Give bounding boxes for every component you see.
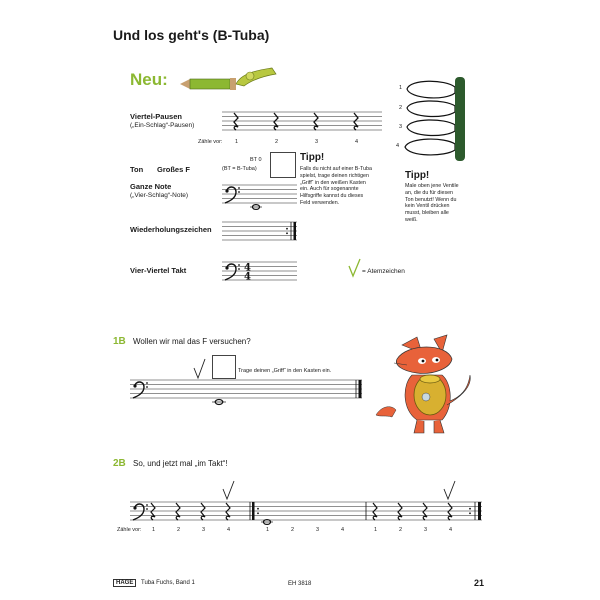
- count-2b-6: 2: [291, 527, 295, 533]
- griff-box[interactable]: [212, 355, 236, 379]
- atemzeichen-label: = Atemzeichen: [362, 268, 405, 275]
- exercise-2b-staff: [130, 500, 482, 524]
- viervierteltakt-label: Vier-Viertel Takt: [130, 266, 187, 275]
- fox-tuba-illustration: [372, 335, 477, 435]
- tipp2-title: Tipp!: [405, 170, 430, 181]
- viertel-pausen-label: Viertel-Pausen: [130, 112, 182, 121]
- bt-note: (BT = B-Tuba): [222, 166, 257, 172]
- breath-mark-icon: [222, 480, 236, 500]
- count-2b-12: 4: [449, 527, 453, 533]
- ton-label: Ton: [130, 165, 144, 174]
- page-title: Und los geht's (B-Tuba): [113, 27, 270, 43]
- count-2b-7: 3: [316, 527, 320, 533]
- svg-text:4: 4: [244, 262, 251, 274]
- valve-number-3: 3: [399, 124, 403, 130]
- count-2b-1: 1: [152, 527, 156, 533]
- viertel-pausen-sub: („Ein-Schlag“-Pausen): [130, 122, 195, 129]
- count-3: 3: [315, 139, 319, 145]
- valve-loops-icon: [405, 75, 475, 165]
- svg-text:4: 4: [244, 271, 251, 283]
- count-2b-9: 1: [374, 527, 378, 533]
- section-1b-title: Wollen wir mal das F versuchen?: [133, 337, 251, 346]
- book-title: Tuba Fuchs, Band 1: [141, 580, 195, 586]
- count-2b-8: 4: [341, 527, 345, 533]
- zaehle-vor-label-2b: Zähle vor:: [117, 527, 142, 533]
- breath-mark-icon: [348, 258, 362, 278]
- publisher-logo: HAGE: [113, 579, 136, 587]
- page-number: 21: [474, 578, 485, 588]
- footer-code: EH 3818: [288, 581, 312, 587]
- count-2b-10: 2: [399, 527, 403, 533]
- count-2b-3: 3: [202, 527, 206, 533]
- valve-diagram: [395, 75, 475, 165]
- section-2b-title: So, und jetzt mal „im Takt“!: [133, 459, 228, 468]
- count-2b-11: 3: [424, 527, 428, 533]
- count-2b-5: 1: [266, 527, 270, 533]
- ton-value: Großes F: [157, 165, 190, 174]
- valve-number-2: 2: [399, 105, 403, 111]
- footer-left: [113, 580, 195, 586]
- valve-number-1: 1: [399, 85, 403, 91]
- count-1: 1: [235, 139, 239, 145]
- valve-number-4: 4: [396, 143, 400, 149]
- section-2b-number: 2B: [113, 458, 126, 469]
- count-2b-2: 2: [177, 527, 181, 533]
- neu-label: Neu:: [130, 70, 168, 89]
- tipp1-text: Falls du nicht auf einer B-Tuba spielst, trage deinen richtigen „Griff“ in den weißen Kasten ein. Auch für sogenannte Hilfsgriffe kannst du dieses Feld verwenden.: [300, 166, 372, 206]
- breath-mark-icon: [443, 480, 457, 500]
- griff-hint: Trage deinen „Griff“ in den Kasten ein.: [238, 368, 332, 374]
- tipp2-text: Male oben jene Ventile an, die du für diesen Ton benutzt! Wenn du kein Ventil drücken musst, bleiben alle weiß.: [405, 183, 459, 223]
- ganze-note-sub: („Vier-Schlag“-Note): [130, 192, 189, 199]
- pencil-tuba-icon: [180, 62, 280, 92]
- breath-mark-icon: [193, 358, 207, 380]
- count-4: 4: [355, 139, 359, 145]
- zaehle-vor-label: Zähle vor:: [198, 139, 223, 145]
- count-2b-4: 4: [227, 527, 231, 533]
- tipp1-title: Tipp!: [300, 152, 325, 163]
- time-signature-staff: [222, 260, 297, 282]
- exercise-1b-staff: [130, 378, 362, 406]
- section-1b-number: 1B: [113, 336, 126, 347]
- f-note-staff: [222, 183, 297, 207]
- rest-staff: [222, 110, 382, 132]
- bt-label: BT 0: [250, 157, 262, 163]
- repeat-staff: [222, 220, 297, 242]
- fingering-box[interactable]: [270, 152, 296, 178]
- count-2: 2: [275, 139, 279, 145]
- ganze-note-label: Ganze Note: [130, 182, 172, 191]
- wiederholung-label: Wiederholungszeichen: [130, 225, 212, 234]
